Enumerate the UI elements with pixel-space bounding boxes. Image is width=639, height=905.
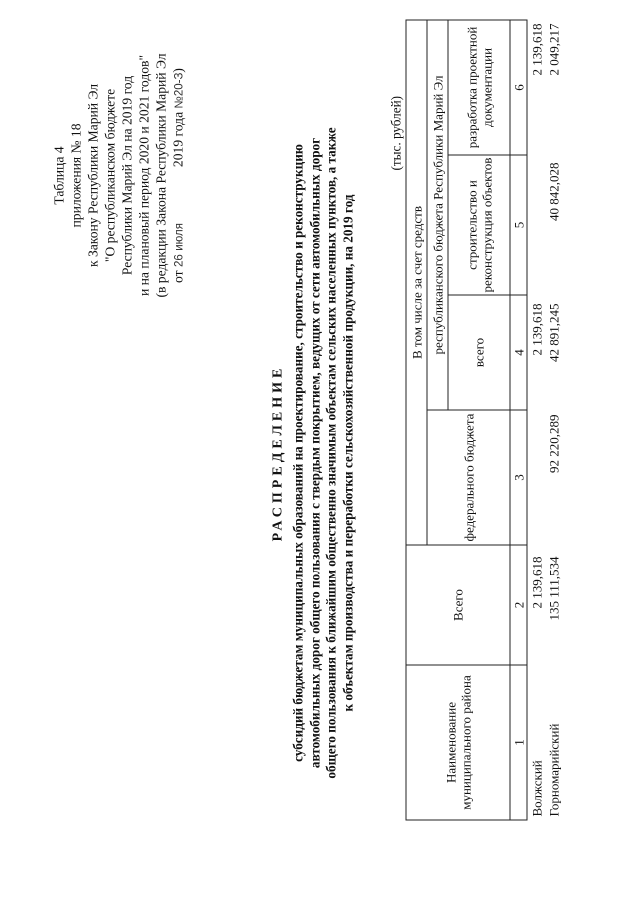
table-row xyxy=(545,20,562,820)
header-construction: строительство и реконструкция объектов xyxy=(448,155,510,295)
column-number: 4 xyxy=(510,295,527,410)
document-title: РАСПРЕДЕЛЕНИЕ xyxy=(270,364,285,541)
header-including: В том числе за счет средств xyxy=(406,19,427,544)
header-line: и на плановый период 2020 и 2021 годов" xyxy=(136,54,151,296)
row-federal: 92 220,289 xyxy=(546,414,561,473)
header-municipal-district: Наименование муниципального района xyxy=(406,665,510,820)
header-line: Республики Марий Эл на 2019 год xyxy=(119,75,134,275)
column-number: 6 xyxy=(510,19,527,154)
header-federal-budget: федерального бюджета xyxy=(427,410,510,545)
column-number: 1 xyxy=(510,665,527,820)
document-description xyxy=(290,20,356,885)
units-label: (тыс. рублей) xyxy=(388,95,403,170)
row-republic-total: 2 139,618 xyxy=(529,303,544,355)
header-line: "О республиканском бюджете xyxy=(102,88,117,262)
row-total: 135 111,534 xyxy=(546,556,561,621)
header-republic-budget: республиканского бюджета Республики Марий Эл xyxy=(427,19,448,409)
description-line: общего пользования к ближайшим общественно значимым объектам сельских населенных пунктов, а также xyxy=(323,126,338,779)
row-total: 2 139,618 xyxy=(529,556,544,608)
description-line: автомобильных дорог общего пользования с твердым покрытием, ведущих от сети автомобильных дорог xyxy=(306,137,322,768)
date-day: 26 xyxy=(173,253,185,267)
row-construction: 40 842,028 xyxy=(546,162,561,221)
appendix-header xyxy=(50,20,188,330)
header-date-line xyxy=(169,20,188,330)
description-line: к объектам производства и переработки сельскохозяйственной продукции, на 2019 год xyxy=(339,194,355,711)
date-month: июля xyxy=(173,222,185,251)
row-name: Волжский xyxy=(529,759,544,816)
column-number: 2 xyxy=(510,545,527,665)
header-line: приложения № 18 xyxy=(68,123,83,227)
table-body xyxy=(528,20,562,820)
column-number: 3 xyxy=(510,410,527,545)
law-number: №20-З xyxy=(173,72,185,108)
description-line: субсидий бюджетам муниципальных образований на проектирование, строительство и реконструкцию xyxy=(290,143,305,762)
date-year: 2019 года xyxy=(170,111,185,167)
header-design: разработка проектной документации xyxy=(448,19,510,154)
row-design: 2 049,217 xyxy=(546,23,561,75)
header-total: Всего xyxy=(406,545,510,665)
header-line: к Закону Республики Марий Эл xyxy=(85,83,100,267)
header-republic-total: всего xyxy=(448,295,510,410)
table-row xyxy=(528,20,545,820)
date-prefix: от xyxy=(170,269,185,283)
header-line: (в редакции Закона Республики Марий Эл xyxy=(153,52,168,298)
row-design: 2 139,618 xyxy=(529,23,544,75)
column-number: 5 xyxy=(510,155,527,295)
header-line: Таблица 4 xyxy=(51,145,66,205)
distribution-table xyxy=(405,19,527,820)
row-republic-total: 42 891,245 xyxy=(546,303,561,362)
closing-paren: ) xyxy=(170,67,185,73)
row-name: Горномарийский xyxy=(546,723,561,816)
